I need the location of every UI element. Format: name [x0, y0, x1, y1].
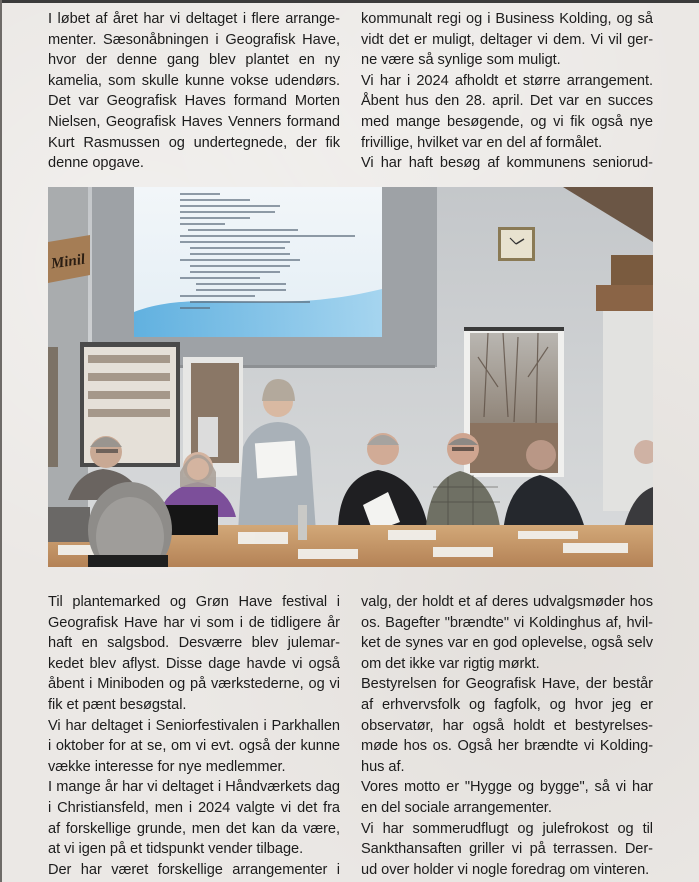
- text-line: haft en salgsbod. Desværre blev julemar-: [48, 635, 340, 652]
- text-line: vække interesse for nye medlemmer.: [48, 758, 286, 775]
- text-line: møde hos os. Også her brændte vi Kolding-: [361, 738, 653, 755]
- meeting-photo: [48, 187, 653, 567]
- text-column-bottom-right: [361, 592, 653, 880]
- paper-sheet: [255, 441, 297, 479]
- box-top: [611, 255, 653, 285]
- text-line: kommunalt regi og i Business Kolding, og så: [361, 11, 653, 27]
- text-line: I mange år har vi deltaget i Håndværkets dag: [48, 779, 340, 796]
- water-bottle: [298, 505, 307, 540]
- text-line: Vi har i 2024 afholdt et større arrangement.: [361, 72, 653, 89]
- text-line: om det ikke var rigtig mørkt.: [361, 655, 540, 672]
- text-line: Det var Geografisk Haves formand Morten: [48, 93, 340, 110]
- text-line: Vores motto er "Hygge og bygge", så vi har: [361, 779, 653, 796]
- text-line: frivillige, hvilket var en del af formålet.: [361, 134, 603, 151]
- text-line: hvor der denne gang blev plantet en ny: [48, 52, 340, 69]
- text-column-top-right: [361, 9, 653, 174]
- text-line: af forskellige grunde, men det kan da være,: [48, 820, 340, 837]
- text-line: Til plantemarked og Grøn Have festival i: [48, 594, 340, 610]
- text-line: Vi har deltaget i Seniorfestivalen i Parkhallen: [48, 717, 340, 734]
- text-line: at vi igen på et tidspunkt vender tilbage.: [48, 841, 304, 858]
- text-line: Bestyrelsen for Geografisk Have, der består: [361, 676, 653, 693]
- text-line: ne være så synlige som muligt.: [361, 52, 561, 69]
- text-column-bottom-left: [48, 592, 340, 880]
- top-border: [0, 0, 699, 3]
- text-column-top-left: [48, 9, 340, 174]
- text-line: valg, der holdt et af deres udvalgsmøder hos: [361, 594, 653, 610]
- window-left-edge: [48, 347, 58, 467]
- meeting-photo-scene: [48, 187, 653, 567]
- text-line: i oktober for at se, om vi evt. også der kunne: [48, 738, 340, 755]
- minil-sign-text: Minil: [50, 251, 87, 273]
- text-line: vidt det er muligt, deltager vi dem. Vi vil ger-: [361, 31, 653, 48]
- box-bottom: [596, 285, 653, 311]
- text-line: ud over holder vi nogle foredrag om vinteren.: [361, 861, 650, 878]
- text-line: Sankthansaften griller vi på terrassen. Der-: [361, 841, 653, 858]
- text-line: Kurt Rasmussen og undertegnede, der fik: [48, 134, 340, 151]
- text-line: menter. Sæsonåbningen i Geografisk Have,: [48, 31, 340, 48]
- text-line: en del sociale arrangementer.: [361, 799, 552, 816]
- text-line: Nielsen, Geografisk Haves Venners formand: [48, 113, 340, 130]
- text-line: hus af.: [361, 758, 405, 775]
- text-line: af erhvervsfolk og fagfolk, og hvor jeg er: [361, 696, 653, 713]
- text-line: kamelia, som skulle kunne vokse udendørs.: [48, 72, 340, 89]
- text-line: observatør, har også holdt et bestyrelses-: [361, 717, 653, 734]
- text-line: kedet blev aflyst. Disse dage havde vi også: [48, 655, 340, 672]
- text-line: med mange besøgende, og vi fik også nye: [361, 113, 653, 130]
- text-line: Åbent hus den 28. april. Det var en succes: [361, 93, 653, 110]
- text-line: os. Bagefter "brændte" vi Koldinghus af, hvil-: [361, 614, 653, 631]
- minil-sign: [48, 235, 90, 283]
- left-border: [0, 0, 2, 882]
- text-line: Vi har sommerudflugt og julefrokost og til: [361, 820, 653, 837]
- text-line: i Christiansfeld, men i 2024 valgte vi det fra: [48, 799, 340, 816]
- text-line: I løbet af året har vi deltaget i flere arrange-: [48, 11, 340, 27]
- text-line: Der har været forskellige arrangementer i: [48, 861, 340, 878]
- wall-clock: [498, 227, 535, 261]
- text-line: ket de synes var en god oplevelse, også selv: [361, 635, 653, 652]
- text-line: Vi har haft besøg af kommunens seniorud-: [361, 155, 653, 172]
- text-line: åbent i Miniboden og på værkstederne, og vi: [48, 676, 340, 693]
- right-pillar: [603, 311, 653, 511]
- text-line: fik et pænt besøgstal.: [48, 696, 187, 713]
- laptop-left: [48, 507, 90, 542]
- text-line: denne opgave.: [48, 155, 144, 172]
- text-line: Geografisk Have har vi som i de tidligere år: [48, 614, 340, 631]
